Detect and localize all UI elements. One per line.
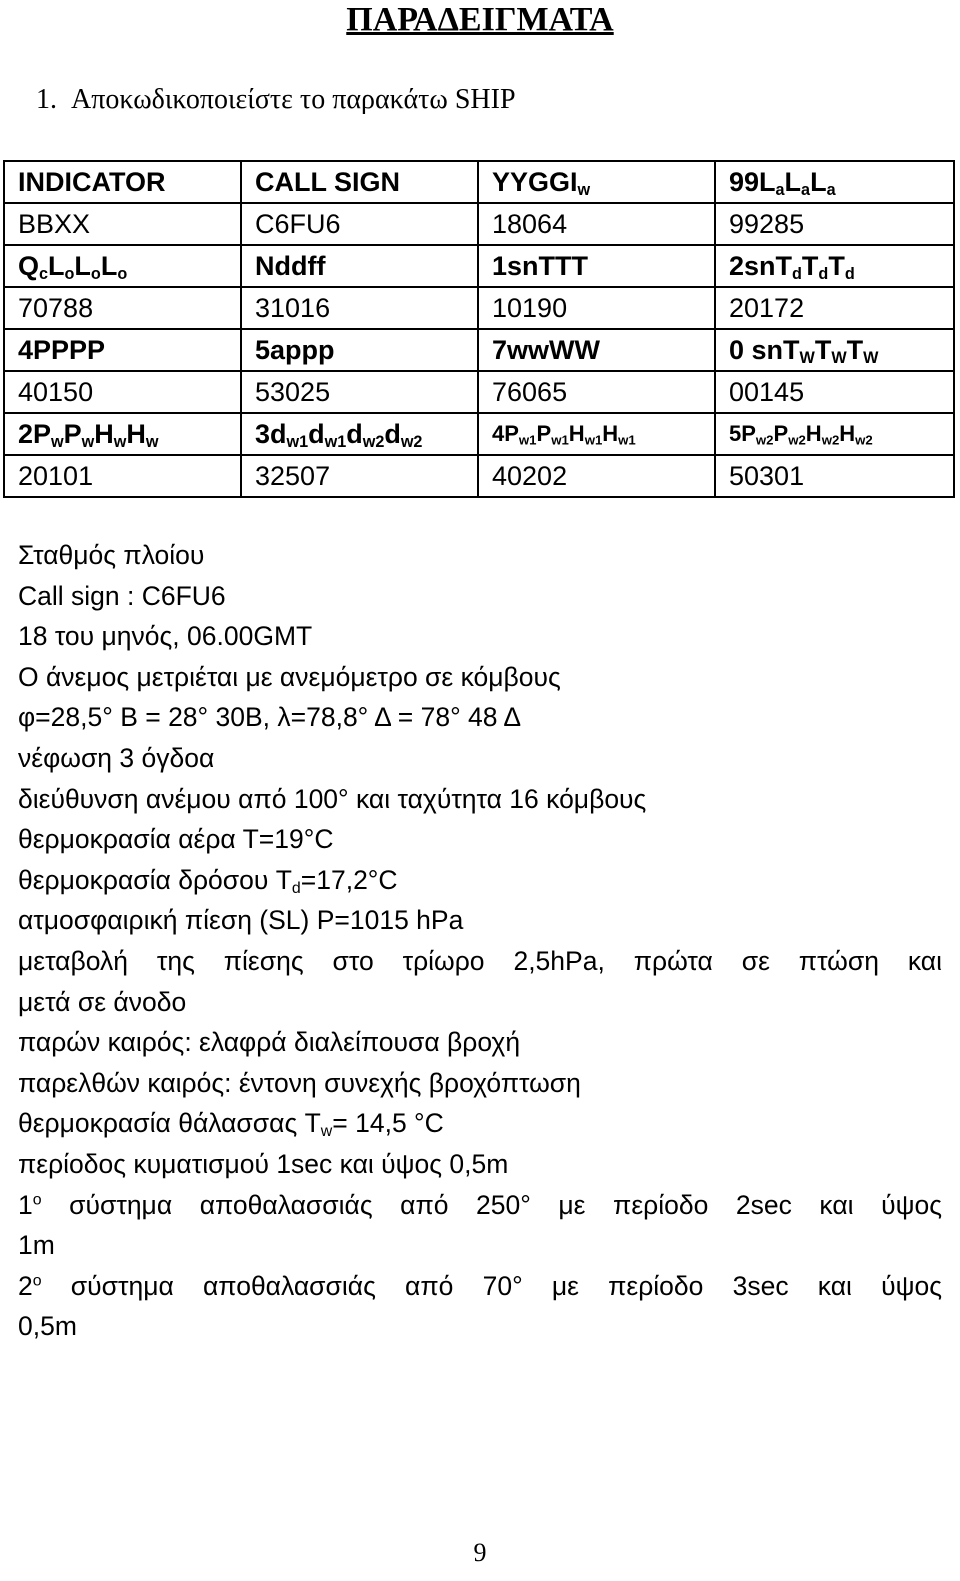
problem-description [18,535,942,1347]
text-line: ατμοσφαιρική πίεση (SL) P=1015 hPa [18,905,464,936]
table-cell: C6FU6 [241,203,478,245]
table-cell: $4P_{w1}P_{w1}H_{w1}H_{w1}$ [478,413,715,455]
table-cell: 31016 [241,287,478,329]
table-cell: 7wwWW [478,329,715,371]
table-cell: CALL SIGN [241,161,478,203]
table-row [4,203,954,245]
text-line: θερμοκρασία θάλασσας $T_w= 14,5$ °C [18,1108,444,1141]
table-cell: 32507 [241,455,478,497]
table-cell: INDICATOR [4,161,241,203]
table-cell: 5appp [241,329,478,371]
table-cell: $99L_aL_aL_a$ [715,161,954,203]
text-line: φ=28,5° Β = 28° 30Β, λ=78,8° Δ = 78° 48 Δ [18,702,522,733]
table-cell: 76065 [478,371,715,413]
table-cell: $2P_wP_wH_wH_w$ [4,413,241,455]
text-line: νέφωση 3 όγδοα [18,742,215,773]
text-line: $1^o$ σύστημα αποθαλασσιάς από 250° με περίοδο 2sec και ύψος [18,1189,942,1220]
table-cell: 20101 [4,455,241,497]
text-line: μετά σε άνοδο [18,986,187,1017]
table-cell: 40150 [4,371,241,413]
table-cell: 18064 [478,203,715,245]
text-line: θερμοκρασία δρόσου $T_d=17,2^\circ C$ [18,864,398,897]
table-cell: $3d_{w1}d_{w1}d_{w2}d_{w2}$ [241,413,478,455]
table-cell: 99285 [715,203,954,245]
text-line: Σταθμός πλοίου [18,540,205,570]
table-cell: 10190 [478,287,715,329]
page-number: 9 [473,1538,487,1567]
exercise-heading [36,80,516,120]
exercise-text: Αποκωδικοποιείστε το παρακάτω SHIP [71,84,516,115]
table-cell: Nddff [241,245,478,287]
text-line: Ο άνεμος μετριέται με ανεμόμετρο σε κόμβους [18,661,561,692]
table-cell: 4PPPP [4,329,241,371]
table-row [4,413,954,455]
page-title: ΠΑΡΑΔΕΙΓΜΑΤΑ [346,1,614,38]
table-row [4,455,954,497]
table-cell: 0 $snT_WT_WT_W$ [715,329,954,371]
text-line: παρελθών καιρός: έντονη συνεχής βροχόπτωση [18,1067,581,1098]
table-cell: 00145 [715,371,954,413]
text-line: $2^o$ σύστημα αποθαλασσιάς από 70° με περίοδο 3sec και ύψος [18,1270,942,1301]
text-line: μεταβολή της πίεσης στο τρίωρο 2,5hPa, πρώτα σε πτώση και [18,945,942,976]
text-line: 18 του μηνός, 06.00GMT [18,621,313,652]
text-line: θερμοκρασία αέρα Τ=19°C [18,824,334,855]
text-line: Call sign : C6FU6 [18,580,226,611]
table-row [4,245,954,287]
table-cell: $2snT_dT_dT_d$ [715,245,954,287]
text-line: παρών καιρός: ελαφρά διαλείπουσα βροχή [18,1027,521,1058]
text-line: διεύθυνση ανέμου από 100° και ταχύτητα 16 κόμβους [18,783,647,814]
table-cell: 20172 [715,287,954,329]
table-cell: $5P_{w2}P_{w2}H_{w2}H_{w2}$ [715,413,954,455]
table-row [4,287,954,329]
ship-code-table [3,160,955,498]
table-cell: 53025 [241,371,478,413]
text-line: 0,5m [18,1311,77,1342]
exercise-number: 1. [36,84,57,115]
table-row [4,371,954,413]
table-cell: 50301 [715,455,954,497]
table-cell: 40202 [478,455,715,497]
table-cell: 1snTTT [478,245,715,287]
table-row [4,161,954,203]
table-cell: BBXX [4,203,241,245]
table-cell: $Q_cL_oL_oL_o$ [4,245,241,287]
table-cell: 70788 [4,287,241,329]
text-line: περίοδος κυματισμού 1sec και ύψος 0,5m [18,1148,509,1179]
table-row [4,329,954,371]
text-line: 1m [18,1230,55,1261]
table-cell: $YYGGI_w$ [478,161,715,203]
